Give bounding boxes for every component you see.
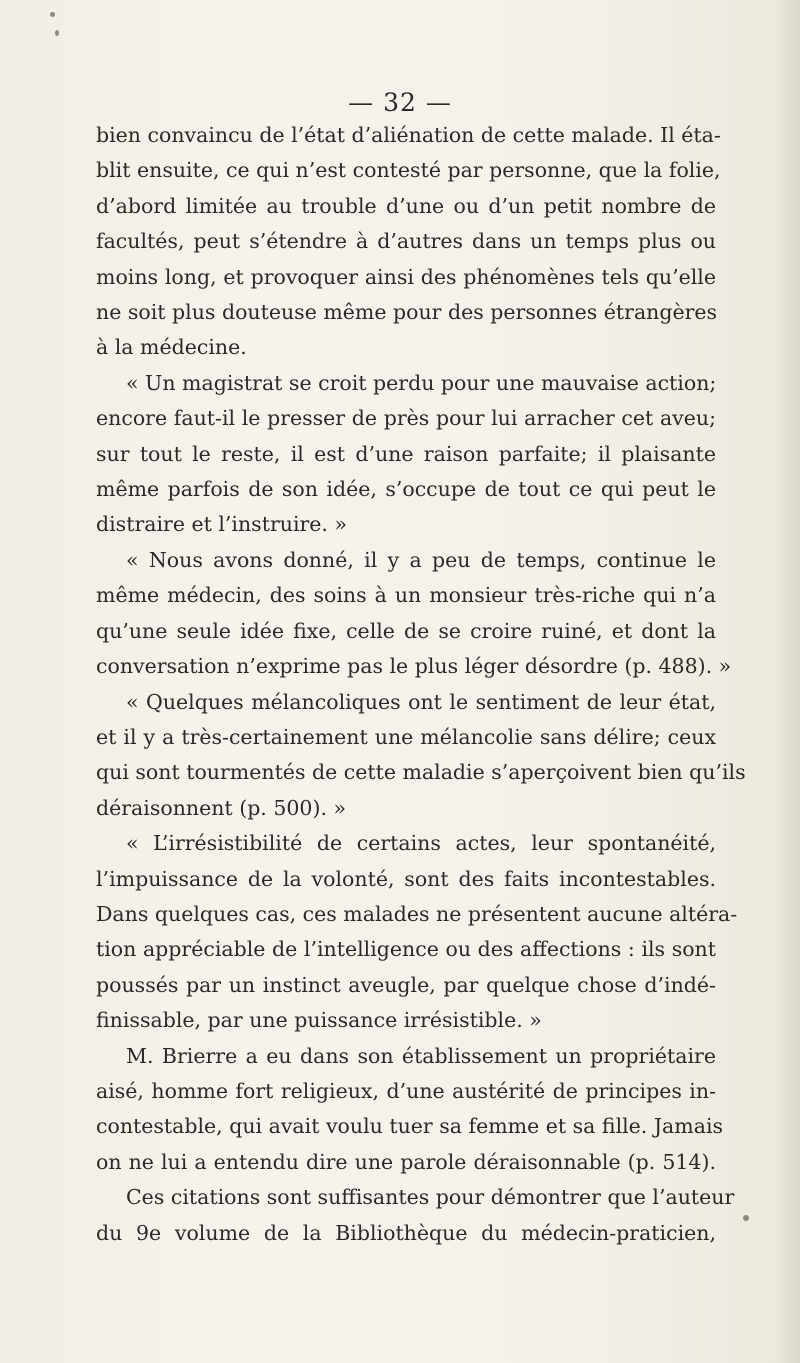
- text-line: M. Brierre a eu dans son établissement un propriétaire: [126, 1043, 716, 1068]
- text-line: qui sont tourmentés de cette maladie s’aperçoivent bien qu’ils: [96, 760, 746, 785]
- text-line: tion appréciable de l’intelligence ou des affections : ils sont: [96, 937, 716, 962]
- text-line: déraisonnent (p. 500). »: [96, 795, 347, 820]
- text-line: qu’une seule idée fixe, celle de se croire ruiné, et dont la: [96, 618, 716, 643]
- text-line: « L’irrésistibilité de certains actes, leur spontanéité,: [126, 831, 716, 856]
- text-line: « Nous avons donné, il y a peu de temps, continue le: [126, 547, 716, 572]
- text-line: sur tout le reste, il est d’une raison parfaite; il plaisante: [96, 441, 716, 466]
- text-line: « Un magistrat se croit perdu pour une mauvaise action;: [126, 370, 717, 395]
- text-line: on ne lui a entendu dire une parole déraisonnable (p. 514).: [96, 1149, 716, 1174]
- text-line: Ces citations sont suffisantes pour démontrer que l’auteur: [126, 1185, 735, 1210]
- text-line: bien convaincu de l’état d’aliénation de cette malade. Il éta-: [96, 123, 721, 147]
- body-text: [96, 118, 746, 1251]
- text-line: même médecin, des soins à un monsieur très-riche qui n’a: [96, 583, 716, 608]
- text-line: l’impuissance de la volonté, sont des faits incontestables.: [96, 866, 716, 891]
- text-line: encore faut-il le presser de près pour lui arracher cet aveu;: [96, 406, 716, 431]
- text-line: et il y a très-certainement une mélancolie sans délire; ceux: [96, 724, 716, 749]
- page-edge-shadow: [772, 0, 800, 1363]
- text-line: moins long, et provoquer ainsi des phénomènes tels qu’elle: [96, 264, 716, 289]
- ink-spot: [50, 12, 55, 17]
- text-line: ne soit plus douteuse même pour des personnes étrangères: [96, 300, 718, 325]
- ink-spot: [55, 30, 59, 36]
- text-line: Dans quelques cas, ces malades ne présentent aucune altéra-: [96, 901, 738, 926]
- text-line: distraire et l’instruire. »: [96, 512, 348, 537]
- text-line: blit ensuite, ce qui n’est contesté par personne, que la folie,: [96, 158, 721, 183]
- text-line: à la médecine.: [96, 335, 247, 360]
- text-line: même parfois de son idée, s’occupe de tout ce qui peut le: [96, 477, 716, 502]
- text-line: « Quelques mélancoliques ont le sentiment de leur état,: [126, 689, 716, 714]
- text-line: aisé, homme fort religieux, d’une austérité de principes in-: [96, 1078, 716, 1103]
- text-line: facultés, peut s’étendre à d’autres dans un temps plus ou: [96, 229, 716, 254]
- page-number: — 32 —: [348, 88, 452, 117]
- text-line: contestable, qui avait voulu tuer sa femme et sa fille. Jamais: [96, 1114, 724, 1139]
- text-line: poussés par un instinct aveugle, par quelque chose d’indé-: [96, 972, 716, 997]
- ink-spot: [743, 1215, 749, 1221]
- text-line: finissable, par une puissance irrésistible. »: [96, 1008, 542, 1033]
- text-line: d’abord limitée au trouble d’une ou d’un petit nombre de: [96, 193, 716, 218]
- text-line: du 9e volume de la Bibliothèque du médecin-praticien,: [96, 1220, 716, 1245]
- text-line: conversation n’exprime pas le plus léger désordre (p. 488). »: [96, 654, 732, 679]
